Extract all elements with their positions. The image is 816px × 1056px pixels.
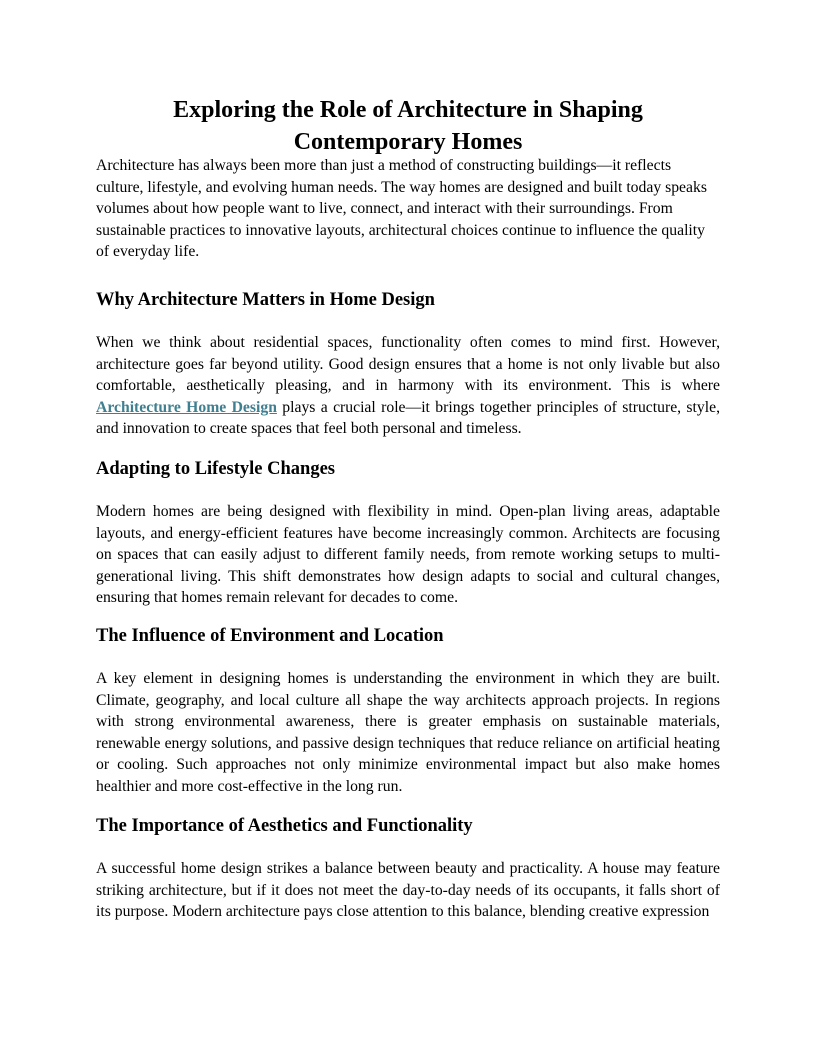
- section-body-aesthetics-functionality: A successful home design strikes a balance between beauty and practicality. A house may feature striking architecture, but if it does not meet the day-to-day needs of its occupants, it falls short of its purpose. Modern architecture pays close attention to this balance, blending creative expression: [96, 860, 720, 920]
- section-body-why-architecture: [96, 332, 720, 440]
- section-body-lifestyle-changes: Modern homes are being designed with flexibility in mind. Open-plan living areas, adaptable layouts, and energy-efficient features have become increasingly common. Architects are focusing on spaces that can easily adjust to different family needs, from remote working setups to multi-generational living. This shift demonstrates how design adapts to social and cultural changes, ensuring that homes remain relevant for decades to come.: [96, 503, 720, 606]
- section-heading-lifestyle-changes: Adapting to Lifestyle Changes: [96, 459, 335, 479]
- section-body-environment-location: A key element in designing homes is understanding the environment in which they are built. Climate, geography, and local culture all shape the way architects approach projects. In regions with strong environmental awareness, there is greater emphasis on sustainable materials, renewable energy solutions, and passive design techniques that reduce reliance on artificial heating or cooling. Such approaches not only minimize environmental impact but also make homes healthier and more cost-effective in the long run.: [96, 670, 720, 795]
- document-title-line-2: Contemporary Homes: [293, 129, 523, 155]
- architecture-home-design-link[interactable]: Architecture Home Design: [96, 398, 277, 416]
- document-title: [96, 94, 720, 158]
- section-heading-environment-location: The Influence of Environment and Location: [96, 626, 444, 646]
- intro-paragraph: Architecture has always been more than just a method of constructing buildings—it reflects culture, lifestyle, and evolving human needs. The way homes are designed and built today speaks volumes about how people want to live, connect, and interact with their surroundings. From sustainable practices to innovative layouts, architectural choices continue to influence the quality of everyday life.: [96, 157, 707, 260]
- section-heading-aesthetics-functionality: The Importance of Aesthetics and Functionality: [96, 816, 473, 836]
- section-body-text: plays a crucial role—it brings together principles of structure, style, and innovation to create spaces that feel both personal and timeless.: [96, 398, 720, 437]
- document-title-line-1: Exploring the Role of Architecture in Shaping: [173, 97, 643, 123]
- section-body-text: When we think about residential spaces, functionality often comes to mind first. However, architecture goes far beyond utility. Good design ensures that a home is not only livable but also comfortable, aesthetically pleasing, and in harmony with its environment. This is where: [96, 334, 720, 394]
- section-heading-why-architecture: Why Architecture Matters in Home Design: [96, 290, 435, 310]
